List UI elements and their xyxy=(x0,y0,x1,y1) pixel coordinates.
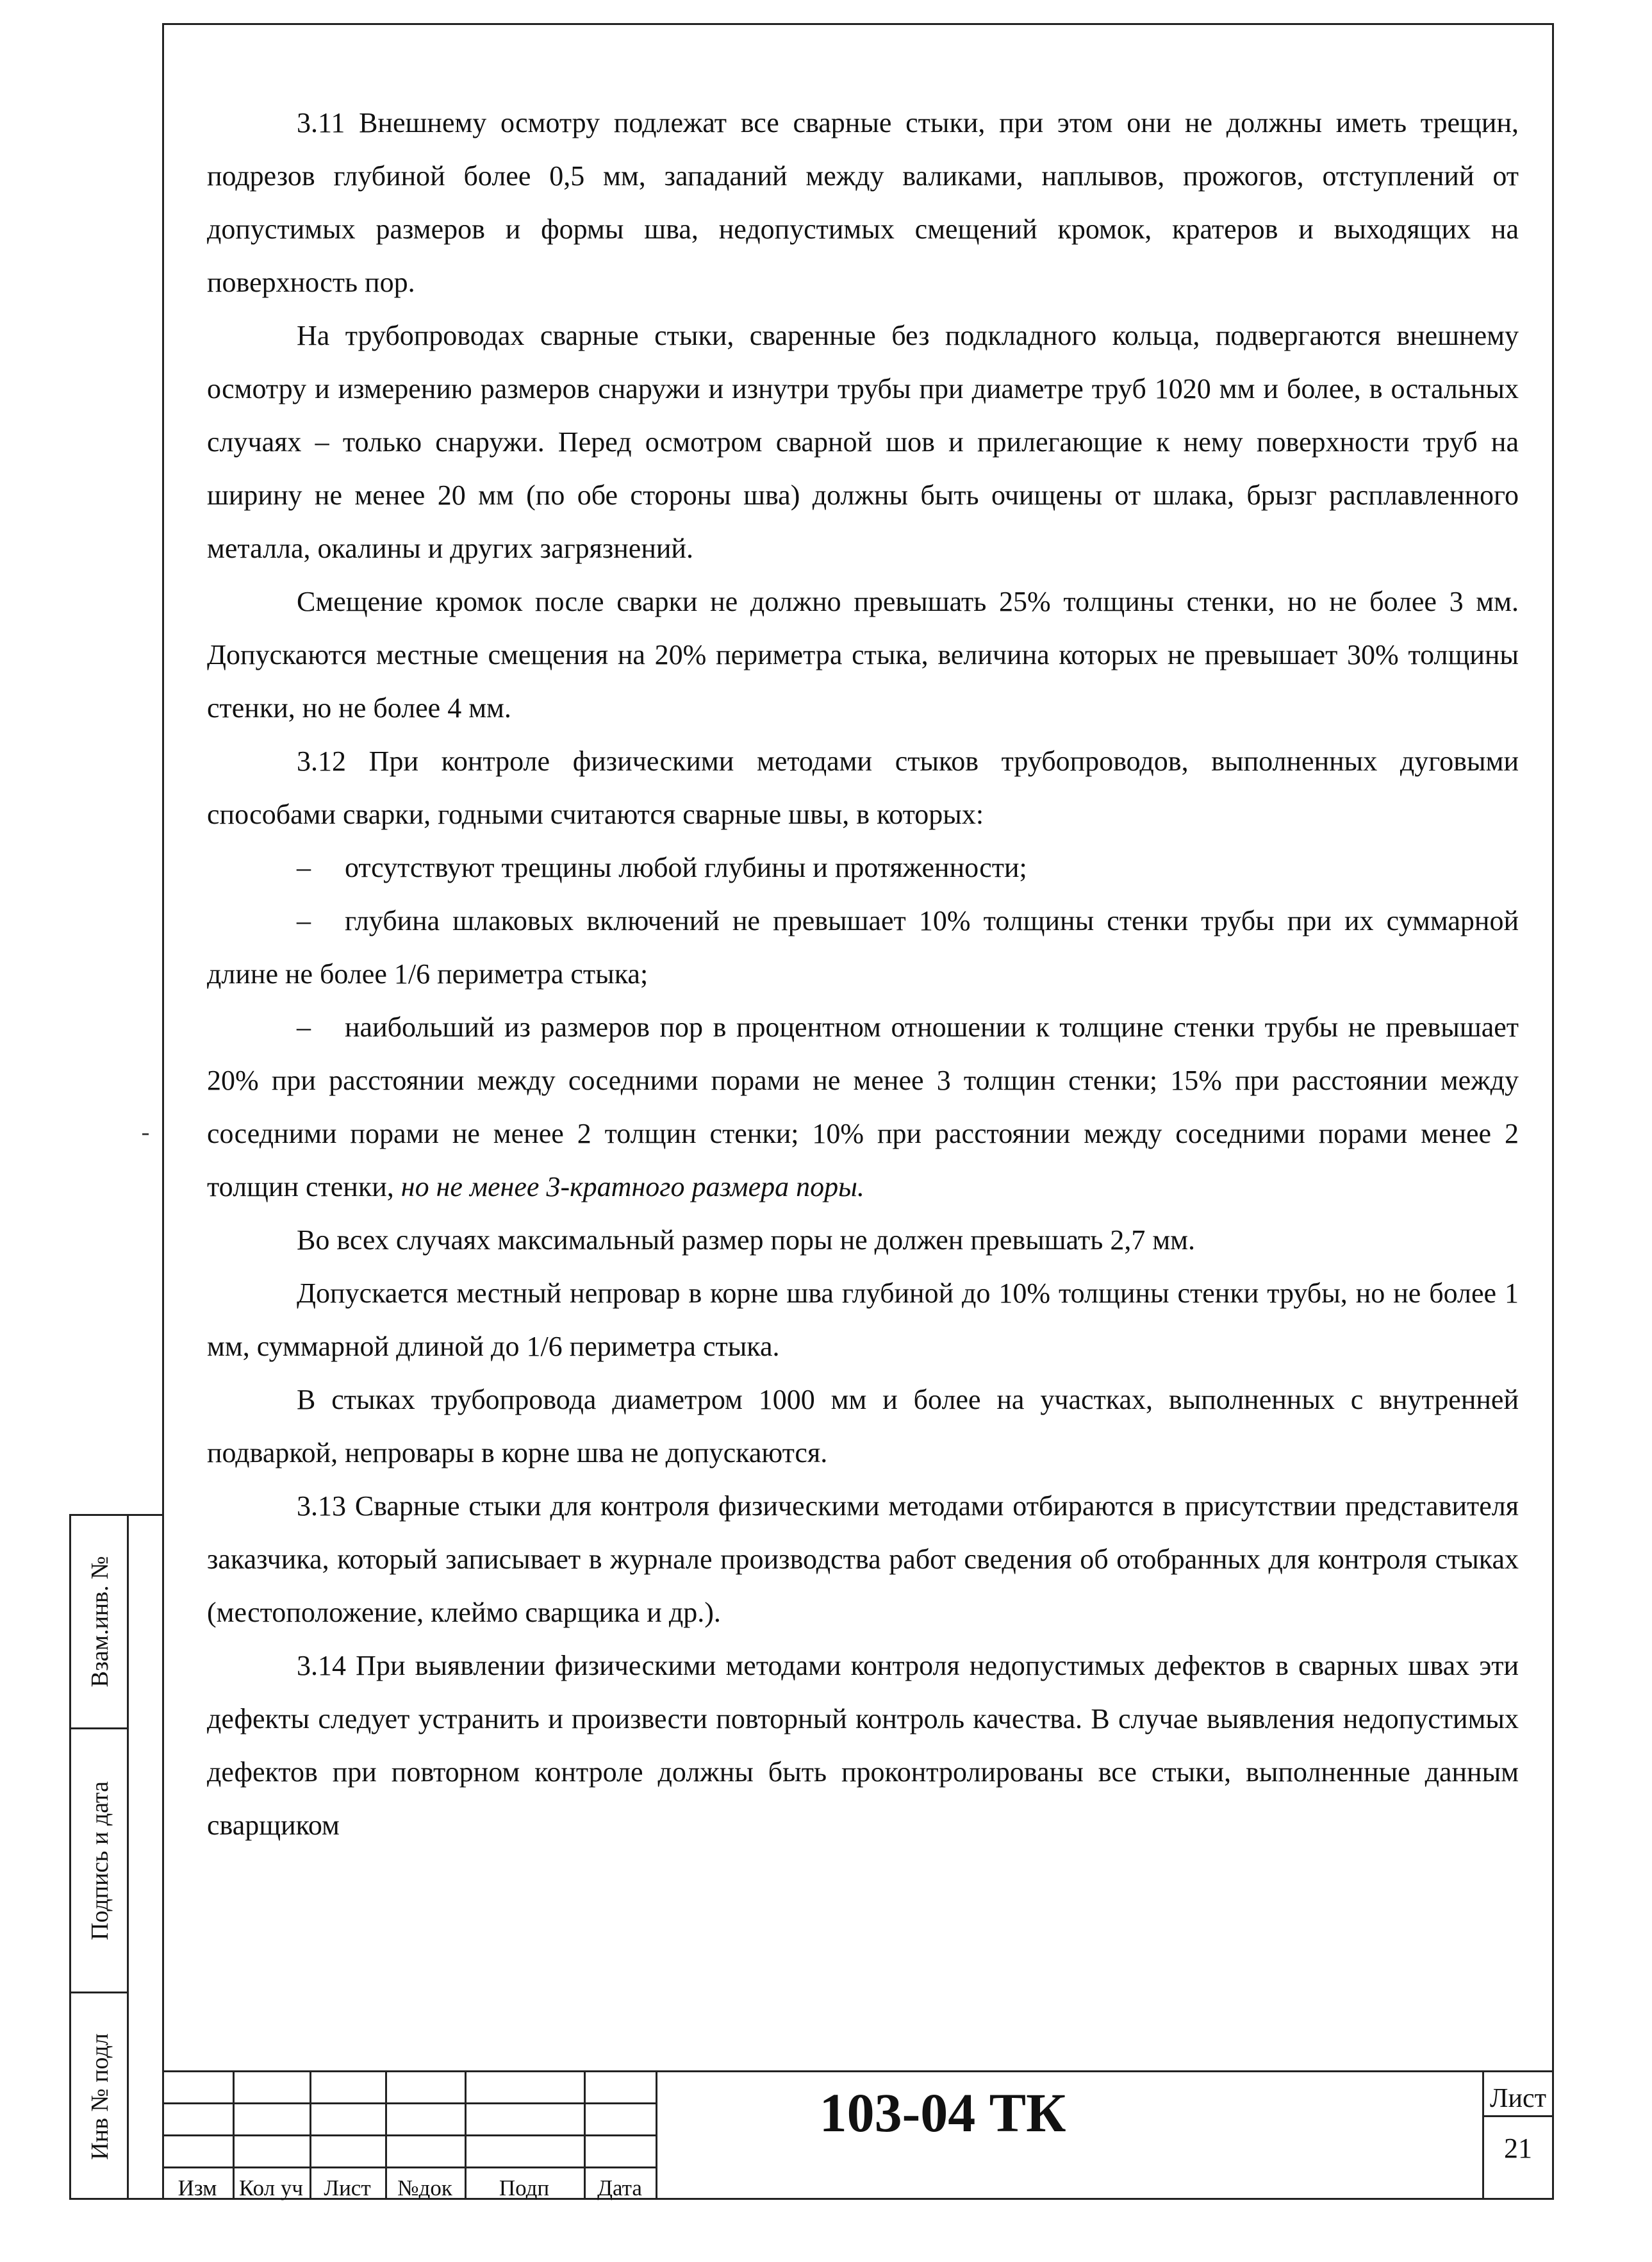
document-body xyxy=(207,96,1519,1852)
list-item xyxy=(207,841,1519,894)
list-dash: – xyxy=(297,852,311,883)
margin-tick xyxy=(142,1133,149,1135)
title-block-top-line xyxy=(162,2070,1554,2072)
side-label-vzam-inv: Взам.инв. № xyxy=(87,1556,113,1688)
list-item-italic-text: но не менее 3-кратного размера поры. xyxy=(401,1171,864,1202)
document-code: 103-04 ТК xyxy=(819,2082,1066,2143)
paragraph-3-12: 3.12 При контроле физическими методами стыков трубопроводов, выполненных дуговыми способами сварки, годными считаются сварные швы, в которых: xyxy=(207,745,1519,830)
list-dash: – xyxy=(297,1011,311,1043)
paragraph-3-14: 3.14 При выявлении физическими методами контроля недопустимых дефектов в сварных швах эти дефекты следует устранить и произвести повторный контроль качества. В случае выявления недопустимых дефектов при повторном контроле должны быть проконтролированы все стыки, выполненные данным сварщиком xyxy=(207,1650,1519,1841)
col-izm: Изм xyxy=(178,2175,217,2200)
col-kol-uch: Кол уч xyxy=(239,2175,303,2200)
side-cell-podpis-data xyxy=(71,1729,129,1993)
paragraph-3-11: 3.11 Внешнему осмотру подлежат все сварные стыки, при этом они не должны иметь трещин, подрезов глубиной более 0,5 мм, западаний между валиками, наплывов, прожогов, отступлений от допустимых размеров и формы шва, недопустимых смещений кромок, кратеров и выходящих на поверхность пор. xyxy=(207,107,1519,298)
list-item xyxy=(207,1001,1519,1213)
list-item-text: отсутствуют трещины любой глубины и протяженности; xyxy=(345,852,1027,883)
paragraph-3-13: 3.13 Сварные стыки для контроля физическими методами отбираются в присутствии представителя заказчика, который записывает в журнале производства работ сведения об отобранных для контроля стыках (местоположение, клеймо сварщика и др.). xyxy=(207,1490,1519,1628)
side-cell-vzam-inv xyxy=(71,1516,129,1729)
grid-line xyxy=(162,2166,656,2168)
side-label-column xyxy=(71,1516,129,2198)
col-list: Лист xyxy=(324,2175,371,2200)
side-stamp xyxy=(69,1514,162,2200)
title-block xyxy=(162,2070,1554,2200)
list-item xyxy=(207,894,1519,1001)
col-podp: Подп xyxy=(499,2175,550,2200)
list-dash: – xyxy=(297,905,311,936)
grid-line xyxy=(162,2102,656,2104)
paragraph-visual-inspection: На трубопроводах сварные стыки, сваренные без подкладного кольца, подвергаются внешнему осмотру и измерению размеров снаружи и изнутри трубы при диаметре труб 1020 мм и более, в остальных случаях – только снаружи. Перед осмотром сварной шов и прилегающие к нему поверхности труб на ширину не менее 20 мм (по обе стороны шва) должны быть очищены от шлака, брызг расплавленного металла, окалины и других загрязнений. xyxy=(207,320,1519,564)
side-label-podpis-data: Подпись и дата xyxy=(87,1781,113,1940)
sheet-number: 21 xyxy=(1504,2133,1532,2164)
list-item-text: глубина шлаковых включений не превышает 10% толщины стенки трубы при их суммарной длине не более 1/6 периметра стыка; xyxy=(207,905,1519,990)
side-cell-inv-podl xyxy=(71,1993,129,2200)
grid-line xyxy=(162,2134,656,2136)
col-data: Дата xyxy=(597,2175,642,2200)
col-n-dok: №док xyxy=(397,2175,452,2200)
sheet-divider-line xyxy=(1482,2115,1554,2117)
list-item-text: наибольший из размеров пор в процентном отношении к толщине стенки трубы не превышает 20% при расстоянии между соседними порами не менее 3 толщин стенки; 15% при расстоянии между соседними порами не менее 2 толщин стенки; 10% при расстоянии между соседними порами менее 2 толщин стенки, xyxy=(207,1011,1519,1202)
paragraph-max-pore: Во всех случаях максимальный размер поры не должен превышать 2,7 мм. xyxy=(297,1224,1196,1256)
paragraph-edge-offset: Смещение кромок после сварки не должно превышать 25% толщины стенки, но не более 3 мм. Допускаются местные смещения на 20% периметра стыка, величина которых не превышает 30% толщины стенки, но не более 4 мм. xyxy=(207,586,1519,724)
side-label-inv-podl: Инв № подл xyxy=(87,2033,113,2160)
paragraph-lack-of-penetration: Допускается местный непровар в корне шва глубиной до 10% толщины стенки трубы, но не более 1 мм, суммарной длиной до 1/6 периметра стыка. xyxy=(207,1277,1519,1362)
sheet-label: Лист xyxy=(1490,2084,1546,2113)
paragraph-large-diameter: В стыках трубопровода диаметром 1000 мм и более на участках, выполненных с внутренней подваркой, непровары в корне шва не допускаются. xyxy=(207,1384,1519,1468)
